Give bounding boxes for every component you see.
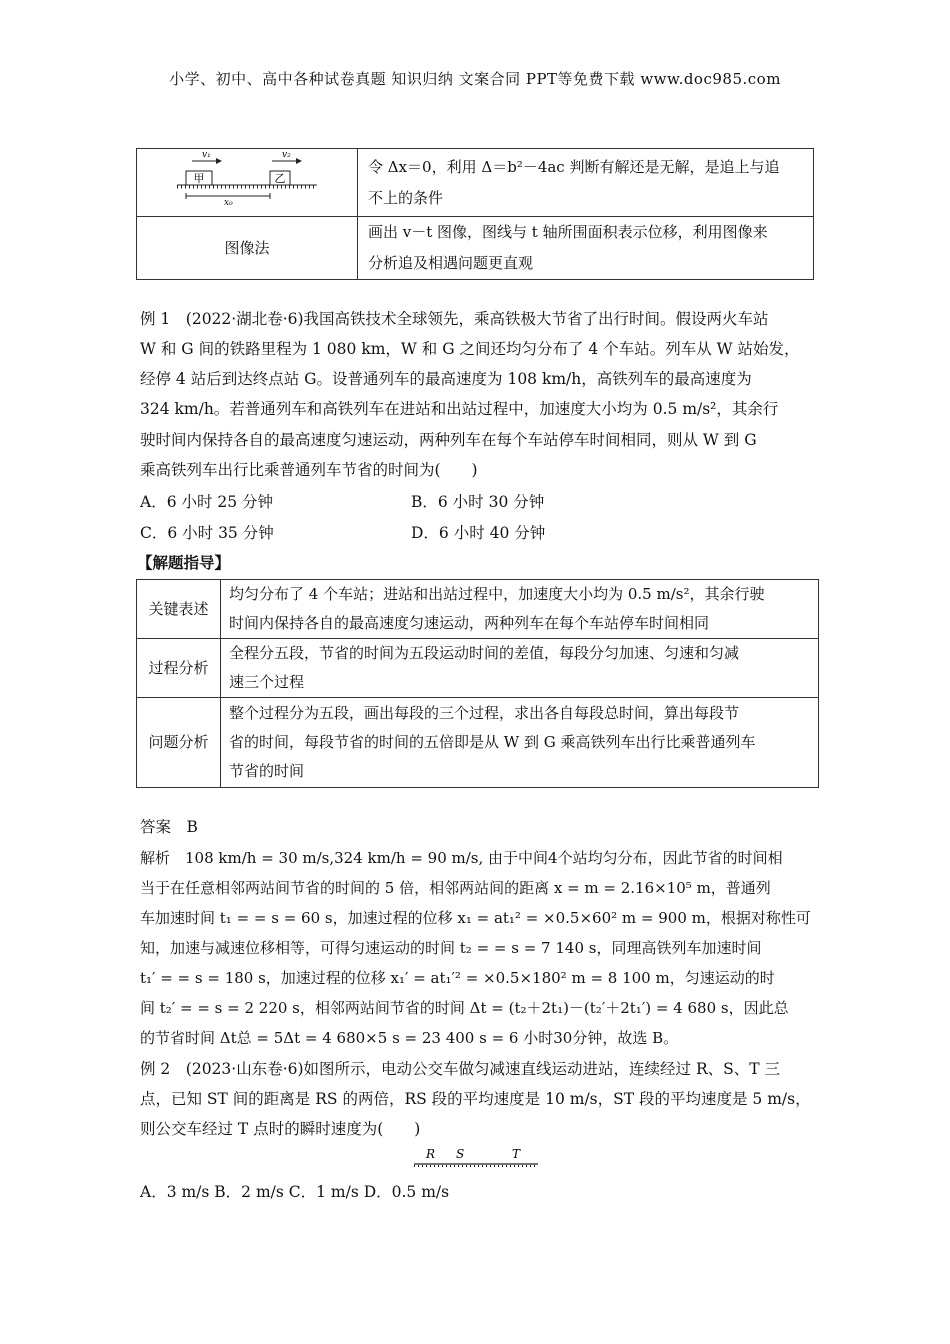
row1-description	[358, 149, 814, 217]
example1-line-4: 324 km/h。若普通列车和高铁列车在进站和出站过程中，加速度大小均为 0.5 m/s²，其余行	[140, 400, 779, 418]
example2-line-3: 则公交车经过 T 点时的瞬时速度为( )	[140, 1120, 421, 1138]
guide-row3-content	[221, 698, 819, 788]
point-t-label: T	[512, 1147, 521, 1161]
guide-table	[136, 579, 819, 788]
guide-row1-content	[221, 580, 819, 639]
row2-desc-line2: 分析追及相遇问题更直观	[368, 254, 534, 272]
guide-row2-content	[221, 639, 819, 698]
guide-row2-line1: 全程分五段，节省的时间为五段运动时间的差值，每段分匀加速、匀速和匀减	[229, 644, 740, 662]
example1-option-a: A．6 小时 25 分钟	[140, 493, 274, 511]
solution-line-1: 解析 108 km/h = 30 m/s,324 km/h = 90 m/s, 由于中间4个站均匀分布，因此节省的时间相	[140, 849, 783, 867]
guide-row1-line1: 均匀分布了 4 个车站；进站和出站过程中，加速度大小均为 0.5 m/s²，其余行驶	[229, 585, 765, 603]
example1-line-2: W 和 G 间的铁路里程为 1 080 km，W 和 G 之间还均匀分布了 4 个车站。列车从 W 站始发，	[140, 340, 800, 358]
example1-option-d: D．6 小时 40 分钟	[411, 524, 546, 542]
row2-description	[358, 217, 814, 280]
solution-line-5: t₁′ = = s = 180 s，加速过程的位移 x₁′ = at₁′² = ×0.5×180² m = 8 100 m，匀速运动的时	[140, 969, 775, 987]
guide-row3-line3: 节省的时间	[229, 762, 305, 780]
example1-line-6: 乘高铁列车出行比乘普通列车节省的时间为( )	[140, 461, 478, 479]
x0-dimension	[186, 193, 270, 205]
example1-line-1: 例 1 (2022·湖北卷·6)我国高铁技术全球领先，乘高铁极大节省了出行时间。假设两火车站	[140, 310, 769, 328]
example1-line-5: 驶时间内保持各自的最高速度匀速运动，两种列车在每个车站停车时间相同，则从 W 到 G	[140, 431, 757, 449]
solution-line-3: 车加速时间 t₁ = = s = 60 s，加速过程的位移 x₁ = at₁² = ×0.5×60² m = 900 m，根据对称性可	[140, 909, 811, 927]
chase-figure-cell	[137, 149, 358, 217]
guide-row3-line2: 省的时间，每段节省的时间的五倍即是从 W 到 G 乘高铁列车出行比乘普通列车	[229, 733, 756, 751]
point-r-label: R	[426, 1147, 436, 1161]
page-header: 小学、初中、高中各种试卷真题 知识归纳 文案合同 PPT等免费下载 www.doc985.com	[169, 70, 781, 88]
car-yi-label: 乙	[274, 172, 286, 185]
guide-row3-line1: 整个过程分为五段，画出每段的三个过程，求出各自每段总时间，算出每段节	[229, 704, 740, 722]
x0-label: x₀	[224, 198, 233, 205]
row1-desc-line1: 令 Δx＝0，利用 Δ＝b²－4ac 判断有解还是无解，是追上与追	[368, 157, 780, 176]
solution-line-2: 当于在任意相邻两站间节省的时间的 5 倍，相邻两站间的距离 x = m = 2.16×10⁵ m，普通列	[140, 879, 771, 897]
solution-line-6: 间 t₂′ = = s = 2 220 s，相邻两站间节省的时间 Δt = (t₂＋2t₁)－(t₂′＋2t₁′) = 4 680 s，因此总	[140, 999, 789, 1017]
guide-row1-name: 关键表述	[137, 580, 221, 639]
solution-line-7: 的节省时间 Δt总 = 5Δt = 4 680×5 s = 23 400 s = 6 小时30分钟，故选 B。	[140, 1029, 679, 1047]
chase-diagram	[172, 149, 322, 205]
row2-method-name: 图像法	[137, 217, 358, 280]
guide-row2-line2: 速三个过程	[229, 673, 305, 691]
guide-row3-name: 问题分析	[137, 698, 221, 788]
car-jia-label: 甲	[193, 172, 205, 185]
row2-desc-line1: 画出 v－t 图像，图线与 t 轴所围面积表示位移，利用图像来	[368, 223, 768, 241]
answer-value: B	[186, 818, 198, 836]
v1-label: v₁	[202, 150, 211, 160]
point-s-label: S	[456, 1147, 465, 1161]
v1-arrow	[192, 150, 222, 164]
track-line	[414, 1164, 538, 1166]
car-jia	[186, 171, 212, 185]
guide-title: 【解题指导】	[137, 554, 231, 572]
example1-option-c: C．6 小时 35 分钟	[140, 524, 274, 542]
v2-label: v₂	[282, 150, 291, 160]
rst-track-diagram	[412, 1144, 542, 1170]
example1-option-b: B．6 小时 30 分钟	[411, 493, 545, 511]
row1-desc-line2: 不上的条件	[368, 188, 444, 207]
answer-line	[140, 816, 198, 838]
example2-options: A．3 m/s B．2 m/s C．1 m/s D．0.5 m/s	[140, 1183, 450, 1201]
example2-line-2: 点，已知 ST 间的距离是 RS 的两倍，RS 段的平均速度是 10 m/s，ST 段的平均速度是 5 m/s，	[140, 1090, 811, 1108]
guide-row1-line2: 时间内保持各自的最高速度匀速运动，两种列车在每个车站停车时间相同	[229, 614, 710, 632]
method-table	[136, 148, 814, 280]
example2-line-1: 例 2 (2023·山东卷·6)如图所示，电动公交车做匀减速直线运动进站，连续经过 R、S、T 三	[140, 1060, 781, 1078]
guide-row2-name: 过程分析	[137, 639, 221, 698]
car-yi	[270, 171, 290, 185]
answer-label: 答案	[140, 818, 172, 836]
example1-line-3: 经停 4 站后到达终点站 G。设普通列车的最高速度为 108 km/h，高铁列车的最高速度为	[140, 370, 752, 388]
v2-arrow	[272, 150, 302, 164]
solution-line-4: 知，加速与减速位移相等，可得匀速运动的时间 t₂ = = s = 7 140 s，同理高铁列车加速时间	[140, 939, 762, 957]
